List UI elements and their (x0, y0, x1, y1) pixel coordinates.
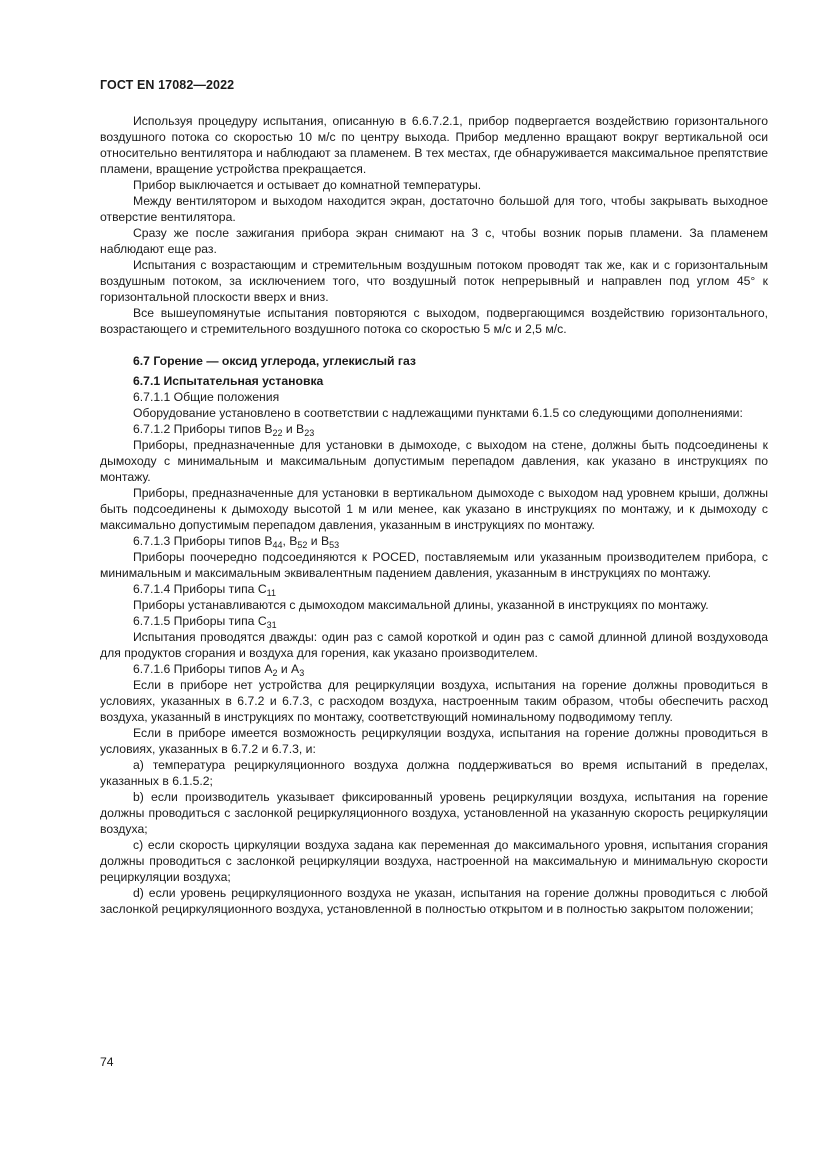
paragraph: Используя процедуру испытания, описанную в 6.6.7.2.1, прибор подвергается воздействию горизонтального воздушного потока со скоростью 10 м/с по центру выхода. Прибор медленно вращают вокруг вертикальной оси относительно вентилятора и наблюдают за пламенем. В тех местах, где обнаруживается максимальное препятствие пламени, вращение устройства прекращается. (100, 114, 768, 176)
document-body (100, 113, 768, 917)
subsection-6-7-1-4: 6.7.1.4 Приборы типа $C_{11}$ (133, 582, 276, 598)
paragraph: Прибор выключается и остывает до комнатной температуры. (133, 178, 482, 192)
list-item-b: b) если производитель указывает фиксированный уровень рециркуляции воздуха, испытания на горение должны проводиться с заслонкой рециркуляционного воздуха, установленной на указанную скорость рециркуляции воздуха; (100, 790, 768, 836)
paragraph: Если в приборе имеется возможность рециркуляции воздуха, испытания на горение должны проводиться в условиях, указанных в 6.7.2 и 6.7.3, и: (100, 726, 768, 756)
subsection-6-7-1-3: 6.7.1.3 Приборы типов $B_{44}$, $B_{52}$ и $B_{53}$ (133, 534, 340, 550)
paragraph: Испытания проводятся дважды: один раз с самой короткой и один раз с самой длинной длиной воздуховода для продуктов сгорания и воздуха для горения, как указано производителем. (100, 630, 768, 660)
section-heading-6-7-1: 6.7.1 Испытательная установка (133, 374, 324, 388)
subsection-6-7-1-6: 6.7.1.6 Приборы типов $A_2$ и $A_3$ (133, 662, 305, 678)
paragraph: Приборы устанавливаются с дымоходом максимальной длины, указанной в инструкциях по монтажу. (133, 598, 709, 612)
paragraph: Сразу же после зажигания прибора экран снимают на 3 с, чтобы возник порыв пламени. За пламенем наблюдают еще раз. (100, 226, 768, 256)
page-number: 74 (100, 1055, 114, 1069)
subsection-6-7-1-5: 6.7.1.5 Приборы типа $C_{31}$ (133, 614, 277, 630)
paragraph: Все вышеупомянутые испытания повторяются с выходом, подвергающимся воздействию горизонтального, возрастающего и стремительного воздушного потока со скоростью 5 м/с и 2,5 м/с. (100, 306, 768, 336)
section-heading-6-7: 6.7 Горение — оксид углерода, углекислый газ (133, 354, 416, 368)
paragraph: Испытания с возрастающим и стремительным воздушным потоком проводят так же, как и с горизонтальным воздушным потоком, за исключением того, что воздушный поток непрерывный и направлен под углом 45° к горизонтальной плоскости вверх и вниз. (100, 258, 768, 304)
subsection-6-7-1-1: 6.7.1.1 Общие положения (133, 390, 280, 404)
list-item-d: d) если уровень рециркуляционного воздуха не указан, испытания на горение должны проводиться с любой заслонкой рециркуляционного воздуха, установленной в полностью открытом и в полностью закрытом положении; (100, 886, 768, 916)
subsection-6-7-1-2: 6.7.1.2 Приборы типов $B_{22}$ и $B_{23}$ (133, 422, 315, 438)
paragraph: Между вентилятором и выходом находится экран, достаточно большой для того, чтобы закрывать выходное отверстие вентилятора. (100, 194, 768, 224)
list-item-c: c) если скорость циркуляции воздуха задана как переменная до максимального уровня, испытания сгорания должны проводиться с заслонкой рециркуляции воздуха, настроенной на максимальную и минимальную скорости рециркуляции воздуха; (100, 838, 768, 884)
paragraph: Если в приборе нет устройства для рециркуляции воздуха, испытания на горение должны проводиться в условиях, указанных в 6.7.2 и 6.7.3, с расходом воздуха, настроенным таким образом, чтобы обеспечить расход воздуха, указанный в инструкциях по монтажу, соответствующий номинальному подводимому теплу. (100, 678, 768, 724)
paragraph: Оборудование установлено в соответствии с надлежащими пунктами 6.1.5 со следующими дополнениями: (133, 406, 743, 420)
page-header: ГОСТ EN 17082—2022 (100, 78, 235, 92)
paragraph: Приборы поочередно подсоединяются к POCED, поставляемым или указанным производителем прибора, с минимальным и максимальным эквивалентным падением давления, указанным в инструкциях по монтажу. (100, 550, 768, 580)
list-item-a: a) температура рециркуляционного воздуха должна поддерживаться во время испытаний в пределах, указанных в 6.1.5.2; (100, 758, 768, 788)
paragraph: Приборы, предназначенные для установки в вертикальном дымоходе с выходом над уровнем крыши, должны быть подсоединены к дымоходу высотой 1 м или менее, как указано в инструкциях по монтажу, и к дымоходу с максимально допустимым перепадом давления, указанным в инструкциях по монтажу. (100, 486, 768, 532)
paragraph: Приборы, предназначенные для установки в дымоходе, с выходом на стене, должны быть подсоединены к дымоходу с минимальным и максимальным допустимым перепадом давления, как указано в инструкциях по монтажу. (100, 438, 768, 484)
